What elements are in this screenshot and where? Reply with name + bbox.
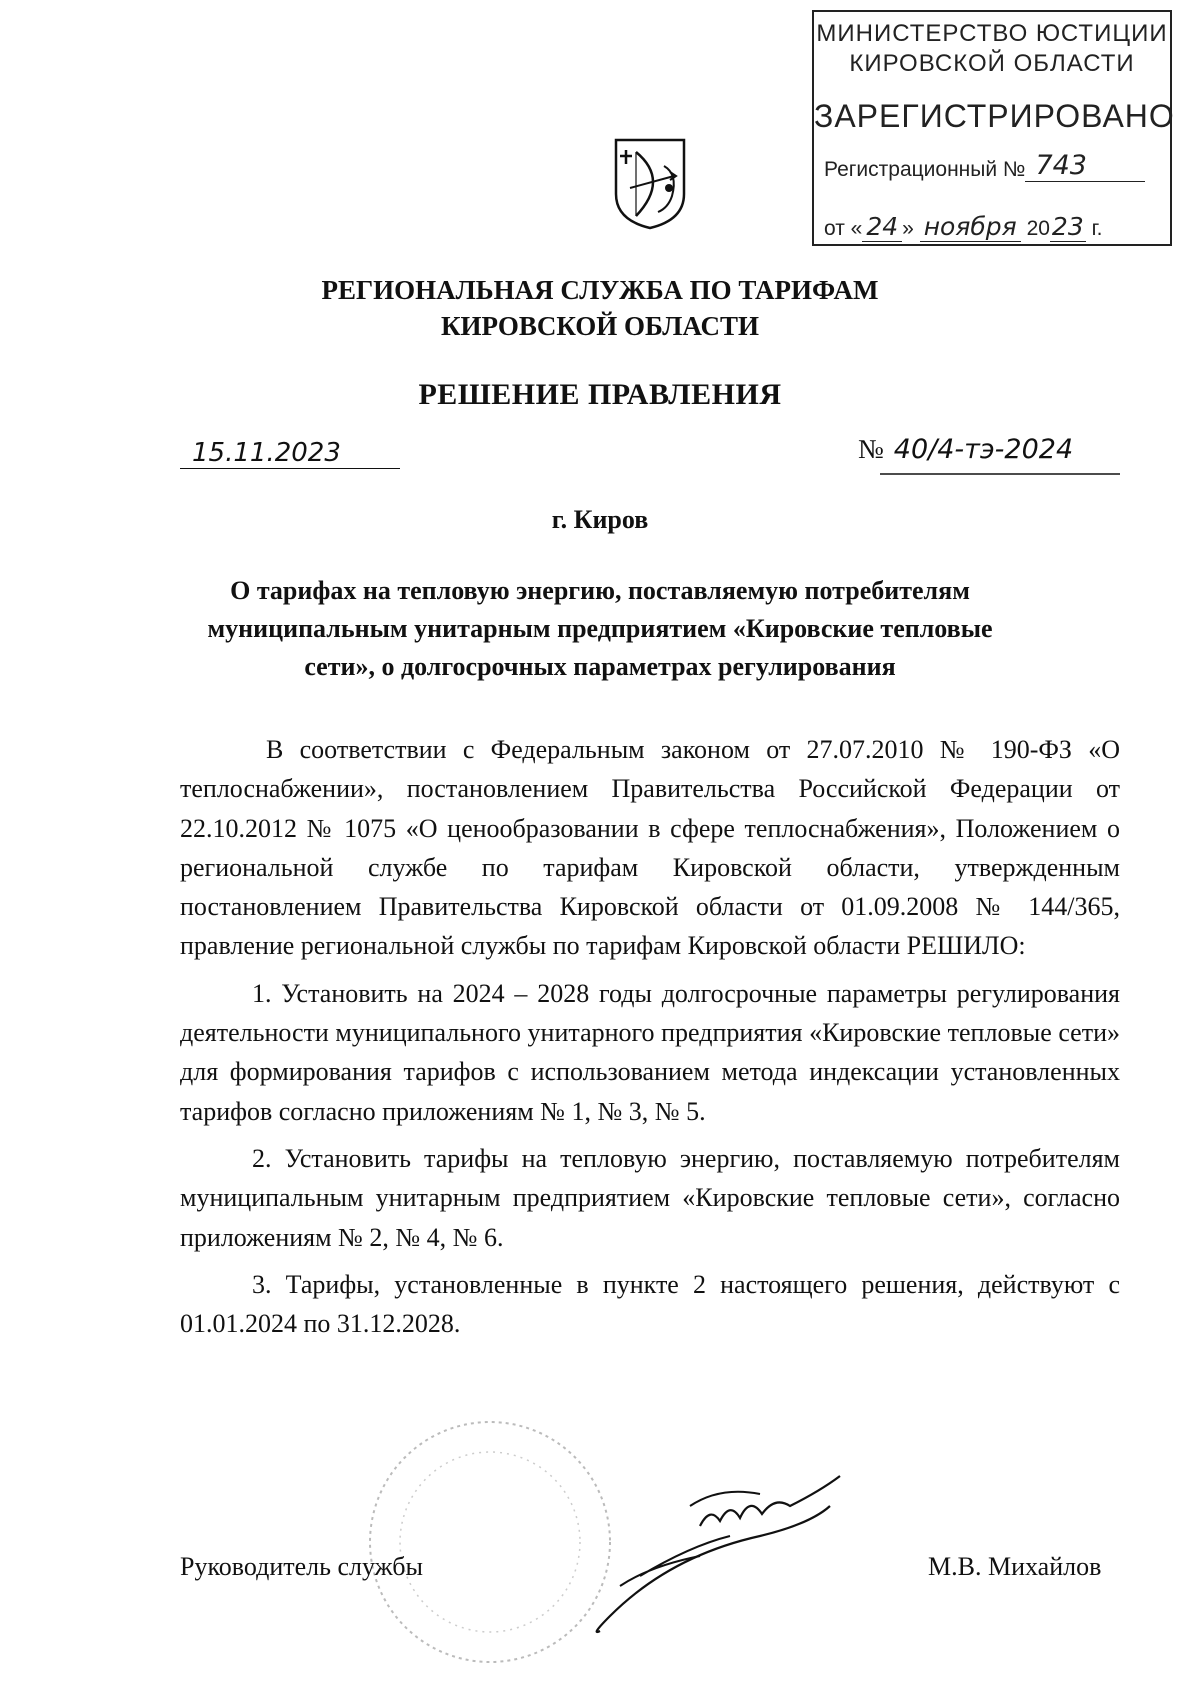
stamp-registered: ЗАРЕГИСТРИРОВАНО (814, 98, 1175, 134)
subject-line3: сети», о долгосрочных параметрах регулирования (304, 652, 896, 681)
coat-of-arms-icon (612, 136, 688, 232)
subject-line2: муниципальным унитарным предприятием «Кировские тепловые (207, 614, 993, 643)
stamp-date-row (824, 212, 1103, 241)
stamp-date-day: 24 (862, 212, 902, 242)
document-subject (200, 572, 1000, 686)
handwritten-signature-icon (580, 1466, 880, 1656)
stamp-date-mid: » (902, 217, 914, 240)
subject-line1: О тарифах на тепловую энергию, поставляемую потребителям (230, 576, 970, 605)
org-line2: КИРОВСКОЙ ОБЛАСТИ (440, 311, 760, 341)
stamp-reg-number: 743 (1035, 150, 1087, 181)
document-number: 40/4-тэ-2024 (893, 434, 1074, 465)
organization-name (0, 272, 1200, 344)
registration-stamp (812, 10, 1175, 246)
clause-3: 3. Тарифы, установленные в пункте 2 настоящего решения, действуют с 01.01.2024 по 31.12.2028. (180, 1269, 1120, 1339)
stamp-date-prefix: от « (824, 217, 863, 240)
document-date: 15.11.2023 (180, 438, 400, 469)
city: г. Киров (551, 505, 649, 534)
document-number-row (858, 434, 1073, 465)
document-body (180, 730, 1120, 1343)
document-type: РЕШЕНИЕ ПРАВЛЕНИЯ (418, 378, 782, 411)
stamp-date-year-suffix: 23 (1051, 212, 1084, 241)
document-number-underline (880, 472, 1120, 476)
clause-2: 2. Установить тарифы на тепловую энергию, поставляемую потребителям муниципальным унитарным предприятием «Кировские тепловые сети», согласно приложениям № 2, № 4, № 6. (180, 1143, 1120, 1252)
preamble-paragraph: В соответствии с Федеральным законом от 27.07.2010 № 190-ФЗ «О теплоснабжении», постановлением Правительства Российской Федерации от 22.10.2012 № 1075 «О ценообразовании в сфере теплоснабжения», Положением о региональной службе по тарифам Кировской области, утвержденным постановлением Правительства Кировской области от 01.09.2008 № 144/365, правление региональной службы по тарифам Кировской области РЕШИЛО: (180, 735, 1120, 961)
stamp-reg-number-row (824, 150, 1145, 182)
clause-1: 1. Установить на 2024 – 2028 годы долгосрочные параметры регулирования деятельности муниципального унитарного предприятия «Кировские тепловые сети» для формирования тарифов с использованием метода индексации установленных тарифов согласно приложениям № 1, № 3, № 5. (180, 978, 1120, 1126)
stamp-date-year-prefix: 20 (1026, 217, 1050, 240)
stamp-date-month: ноября (920, 212, 1021, 242)
signer-name: М.В. Михайлов (928, 1552, 1102, 1581)
stamp-date-end: г. (1091, 217, 1103, 240)
org-line1: РЕГИОНАЛЬНАЯ СЛУЖБА ПО ТАРИФАМ (321, 275, 879, 305)
stamp-ministry-line1: МИНИСТЕРСТВО ЮСТИЦИИ (816, 20, 1168, 47)
stamp-ministry-line2: КИРОВСКОЙ ОБЛАСТИ (849, 50, 1135, 77)
signer-position: Руководитель службы (180, 1552, 423, 1581)
stamp-reg-label: Регистрационный № (824, 158, 1026, 181)
number-label: № (858, 434, 884, 464)
